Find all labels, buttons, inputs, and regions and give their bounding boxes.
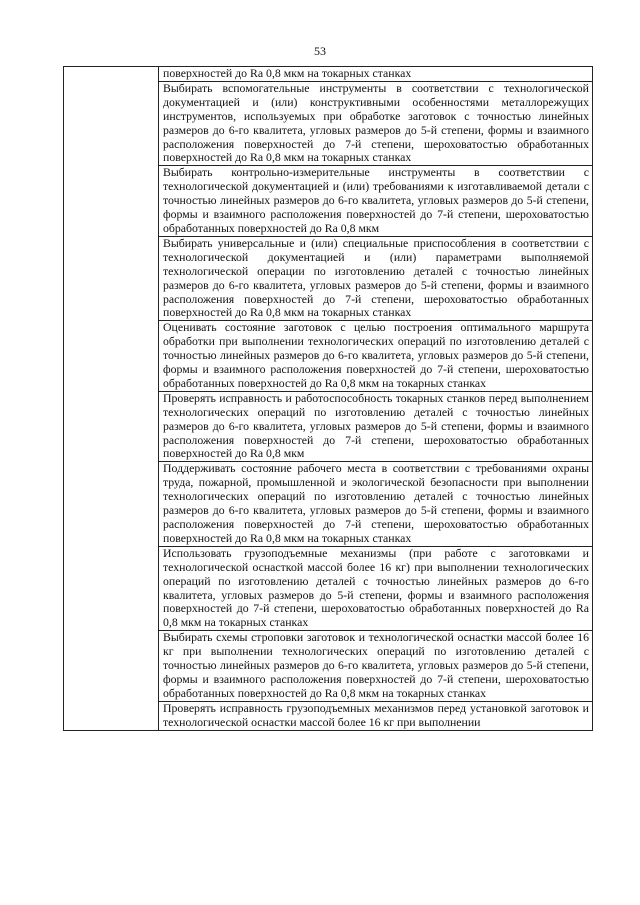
row-text: Выбирать универсальные и (или) специальные приспособления в соответствии с технологической документацией и (или) параметрами выполняемой технологической операции по изготовлению деталей с точностью линейных размеров до 6-го квалитета, угловых размеров до 5-й степени, формы и взаимного расположения поверхностей до 7-й степени, шероховатостью обработанных поверхностей до Ra 0,8 мкм на токарных станках <box>163 235 589 320</box>
table-cell <box>159 321 593 392</box>
table-row <box>64 67 593 82</box>
table-cell <box>159 462 593 546</box>
table-cell <box>159 81 593 165</box>
row-text: Оценивать состояние заготовок с целью построения оптимального маршрута обработки при выполнении технологических операций по изготовлению деталей с точностью линейных размеров до 6-го квалитета, угловых размеров до 5-й степени, формы и взаимного расположения поверхностей до 7-й степени, шероховатостью обработанных поверхностей до Ra 0,8 мкм на токарных станках <box>163 320 589 390</box>
table-cell <box>159 67 593 82</box>
row-text: Проверять исправность грузоподъемных механизмов перед установкой заготовок и технологической оснастки массой более 16 кг при выполнении <box>163 700 589 729</box>
table-cell <box>159 236 593 320</box>
table-cell <box>159 701 593 730</box>
row-text: Поддерживать состояние рабочего места в соответствии с требованиями охраны труда, пожарной, промышленной и экологической безопасности при выполнении технологических операций по изготовлению деталей с точностью линейных размеров до 6-го квалитета, угловых размеров до 5-й степени, формы и взаимного расположения поверхностей до 7-й степени, шероховатостью обработанных поверхностей до Ra 0,8 мкм на токарных станках <box>163 461 589 545</box>
table-cell <box>159 546 593 630</box>
row-text: Выбирать схемы строповки заготовок и технологической оснастки массой более 16 кг при выполнении технологических операций по изготовлению деталей с точностью линейных размеров до 6-го квалитета, угловых размеров до 5-й степени, формы и взаимного расположения поверхностей до 7-й степени, шероховатостью обработанных поверхностей до Ra 0,8 мкм на токарных станках <box>163 630 589 700</box>
row-text: Выбирать контрольно-измерительные инструменты в соответствии с технологической документацией и (или) требованиями к изготавливаемой детали с точностью линейных размеров до 6-го квалитета, угловых размеров до 5-й степени, формы и взаимного расположения поверхностей до 7-й степени, шероховатостью обработанных поверхностей до Ra 0,8 мкм <box>163 165 589 235</box>
table-cell <box>159 391 593 462</box>
row-text: поверхностей до Ra 0,8 мкм на токарных станках <box>163 66 412 80</box>
row-text: Проверять исправность и работоспособность токарных станков перед выполнением технологических операций по изготовлению деталей с точностью линейных размеров до 6-го квалитета, угловых размеров до 5-й степени, формы и взаимного расположения поверхностей до 7-й степени, шероховатостью обработанных поверхностей до Ra 0,8 мкм <box>163 390 589 461</box>
page-number: 53 <box>314 44 326 58</box>
row-text: Использовать грузоподъемные механизмы (при работе с заготовками и технологической оснасткой массой более 16 кг) при выполнении технологических операций по изготовлению деталей с точностью линейных размеров до 6-го квалитета, угловых размеров до 5-й степени, формы и взаимного расположения поверхностей до 7-й степени, шероховатостью обработанных поверхностей до Ra 0,8 мкм на токарных станках <box>163 545 589 630</box>
table-label-cell <box>64 67 159 731</box>
table-cell <box>159 166 593 237</box>
row-text: Выбирать вспомогательные инструменты в соответствии с технологической документацией и (или) конструктивными особенностями металлорежущих инструментов, используемых при обработке заготовок с точностью линейных размеров до 6-го квалитета, угловых размеров до 5-й степени, формы и взаимного расположения поверхностей до 7-й степени, шероховатостью обработанных поверхностей до Ra 0,8 мкм на токарных станках <box>163 80 589 165</box>
table-cell <box>159 631 593 702</box>
skills-table <box>63 66 593 731</box>
